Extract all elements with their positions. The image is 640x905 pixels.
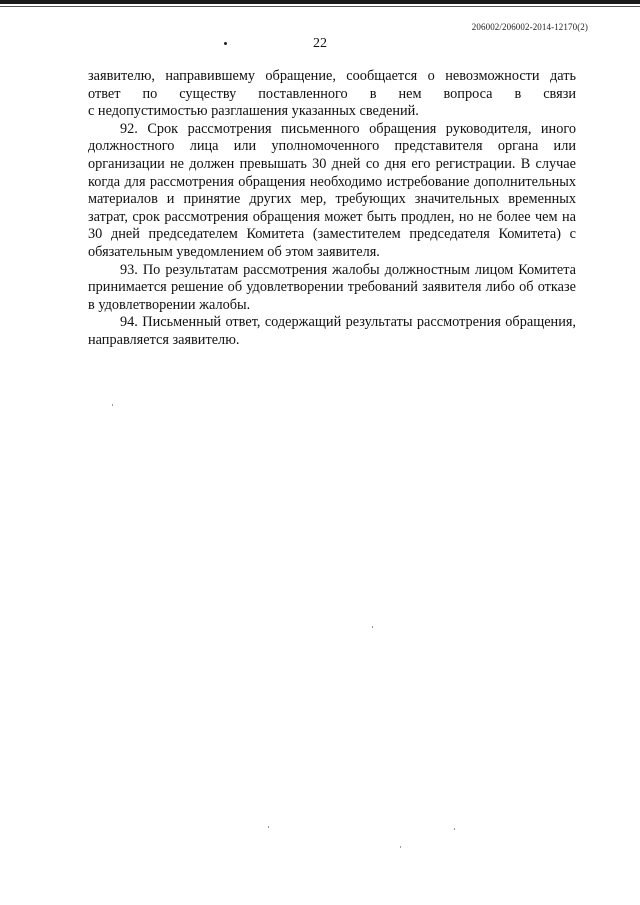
document-id: 206002/206002-2014-12170(2) [471, 22, 588, 32]
paragraph-text: По результатам рассмотрения жалобы должностным лицом Комитета принимается решение об удовлетворении требований заявителя либо об отказе в удовлетворении жалобы. [88, 261, 576, 313]
document-body [88, 68, 576, 350]
paragraph-94 [88, 314, 576, 349]
continuation-line-2: ответ по существу поставленного в нем вопроса в связи [88, 85, 576, 102]
paragraph-number: 94. [120, 314, 138, 331]
continuation-line-1: заявителю, направившему обращение, сообщается о невозможности дать [88, 68, 576, 84]
scan-speck [372, 626, 373, 628]
paragraph-text: Срок рассмотрения письменного обращения руководителя, иного должностного лица или уполномоченного представителя органа или организации не должен превышать 30 дней со дня его регистрации. В случае когда для рассмотрения обращения необходимо истребование дополнительных материалов и принятие других мер, требующих значительных временных затрат, срок рассмотрения обращения может быть продлен, но не более чем на 30 дней председателем Комитета (заместителем председателя Комитета) с обязательным уведомлением об этом заявителя. [88, 120, 577, 260]
paragraph-92 [88, 121, 576, 262]
scan-speck [112, 404, 113, 406]
paragraph-number: 92. [120, 120, 138, 137]
top-border-rule [0, 0, 640, 4]
top-border-rule-thin [0, 6, 640, 7]
scan-speck [400, 846, 401, 848]
paragraph-text: Письменный ответ, содержащий результаты рассмотрения обращения, направляется заявителю. [88, 314, 577, 348]
continuation-line-3: с недопустимостью разглашения указанных сведений. [88, 103, 419, 120]
continuation-paragraph [88, 68, 576, 121]
scan-speck [454, 828, 455, 830]
page-number: 22 [313, 36, 327, 51]
paragraph-93 [88, 262, 576, 315]
scan-speck [268, 826, 269, 828]
paragraph-number: 93. [120, 261, 138, 278]
